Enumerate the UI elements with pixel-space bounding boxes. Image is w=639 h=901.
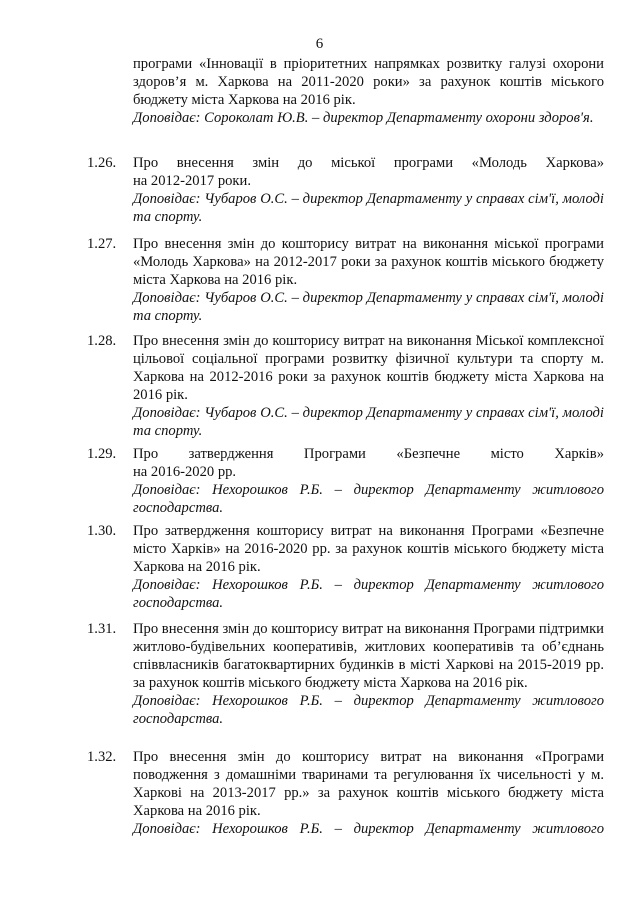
continuation-text: програми «Інновації в пріоритетних напрямках розвитку галузі охорони здоров’я м. Харкова на 2011-2020 роки» за рахунок коштів міського бюджету міста Харкова на 2016 рік. xyxy=(133,56,604,108)
item-speaker: Доповідає: Нехорошков Р.Б. – директор Департаменту житлового господарства. xyxy=(133,693,604,727)
item-text-line1: Про затвердження Програми «Безпечне місто Харків» xyxy=(133,446,604,462)
item-text-rest: на 2016-2020 рр. xyxy=(133,464,237,480)
item-text: Про внесення змін до кошторису витрат на виконання міської програми «Молодь Харкова» на 2012-2017 роки за рахунок коштів міського бюджету міста Харкова на 2016 рік. xyxy=(133,236,604,288)
item-number: 1.26. xyxy=(87,155,117,171)
agenda-item-1-26 xyxy=(87,154,604,226)
item-number: 1.30. xyxy=(87,523,117,539)
agenda-item-1-31 xyxy=(87,620,604,728)
continuation-speaker: Доповідає: Сороколат Ю.В. – директор Департаменту охорони здоров'я. xyxy=(133,110,594,126)
item-number: 1.31. xyxy=(87,621,117,637)
item-speaker: Доповідає: Чубаров О.С. – директор Департаменту у справах сім'ї, молоді та спорту. xyxy=(133,405,604,439)
agenda-item-1-27 xyxy=(87,235,604,325)
item-speaker: Доповідає: Нехорошков Р.Б. – директор Департаменту житлового господарства. xyxy=(133,577,604,611)
item-speaker: Доповідає: Чубаров О.С. – директор Департаменту у справах сім'ї, молоді та спорту. xyxy=(133,290,604,324)
item-number: 1.29. xyxy=(87,446,117,462)
item-text: Про внесення змін до кошторису витрат на виконання «Програми поводження з домашніми тваринами та регулювання їх чисельності у м. Харкові на 2013-2017 рр.» за рахунок коштів міського бюджету міста Харкова на 2016 рік. xyxy=(133,749,604,819)
item-text: Про затвердження кошторису витрат на виконання Програми «Безпечне місто Харків» на 2016-2020 рр. за рахунок коштів міського бюджету міста Харкова на 2016 рік. xyxy=(133,523,604,575)
item-text: Про внесення змін до кошторису витрат на виконання Програми підтримки житлово-будівельних кооперативів, житлових кооперативів та об’єднань співвласників багатоквартирних будинків в місті Харкові на 2015-2019 рр. за рахунок коштів міського бюджету міста Харкова на 2016 рік. xyxy=(133,621,604,691)
agenda-item-1-28 xyxy=(87,332,604,440)
continuation-block xyxy=(133,55,604,127)
agenda-item-1-30 xyxy=(87,522,604,612)
item-text-line1: Про внесення змін до міської програми «Молодь Харкова» xyxy=(133,155,604,171)
item-text-rest: на 2012-2017 роки. xyxy=(133,173,251,189)
item-speaker: Доповідає: Нехорошков Р.Б. – директор Департаменту житлового xyxy=(133,821,604,837)
item-speaker: Доповідає: Нехорошков Р.Б. – директор Департаменту житлового господарства. xyxy=(133,482,604,516)
agenda-item-1-32 xyxy=(87,748,604,838)
item-text: Про внесення змін до кошторису витрат на виконання Міської комплексної цільової соціальної програми розвитку фізичної культури та спорту м. Харкова на 2012-2016 роки за рахунок коштів бюджету міста Харкова на 2016 рік. xyxy=(133,333,604,403)
page-number: 6 xyxy=(315,36,324,52)
item-number: 1.28. xyxy=(87,333,117,349)
item-number: 1.27. xyxy=(87,236,117,252)
item-speaker: Доповідає: Чубаров О.С. – директор Департаменту у справах сім'ї, молоді та спорту. xyxy=(133,191,604,225)
item-number: 1.32. xyxy=(87,749,117,765)
agenda-item-1-29 xyxy=(87,445,604,517)
